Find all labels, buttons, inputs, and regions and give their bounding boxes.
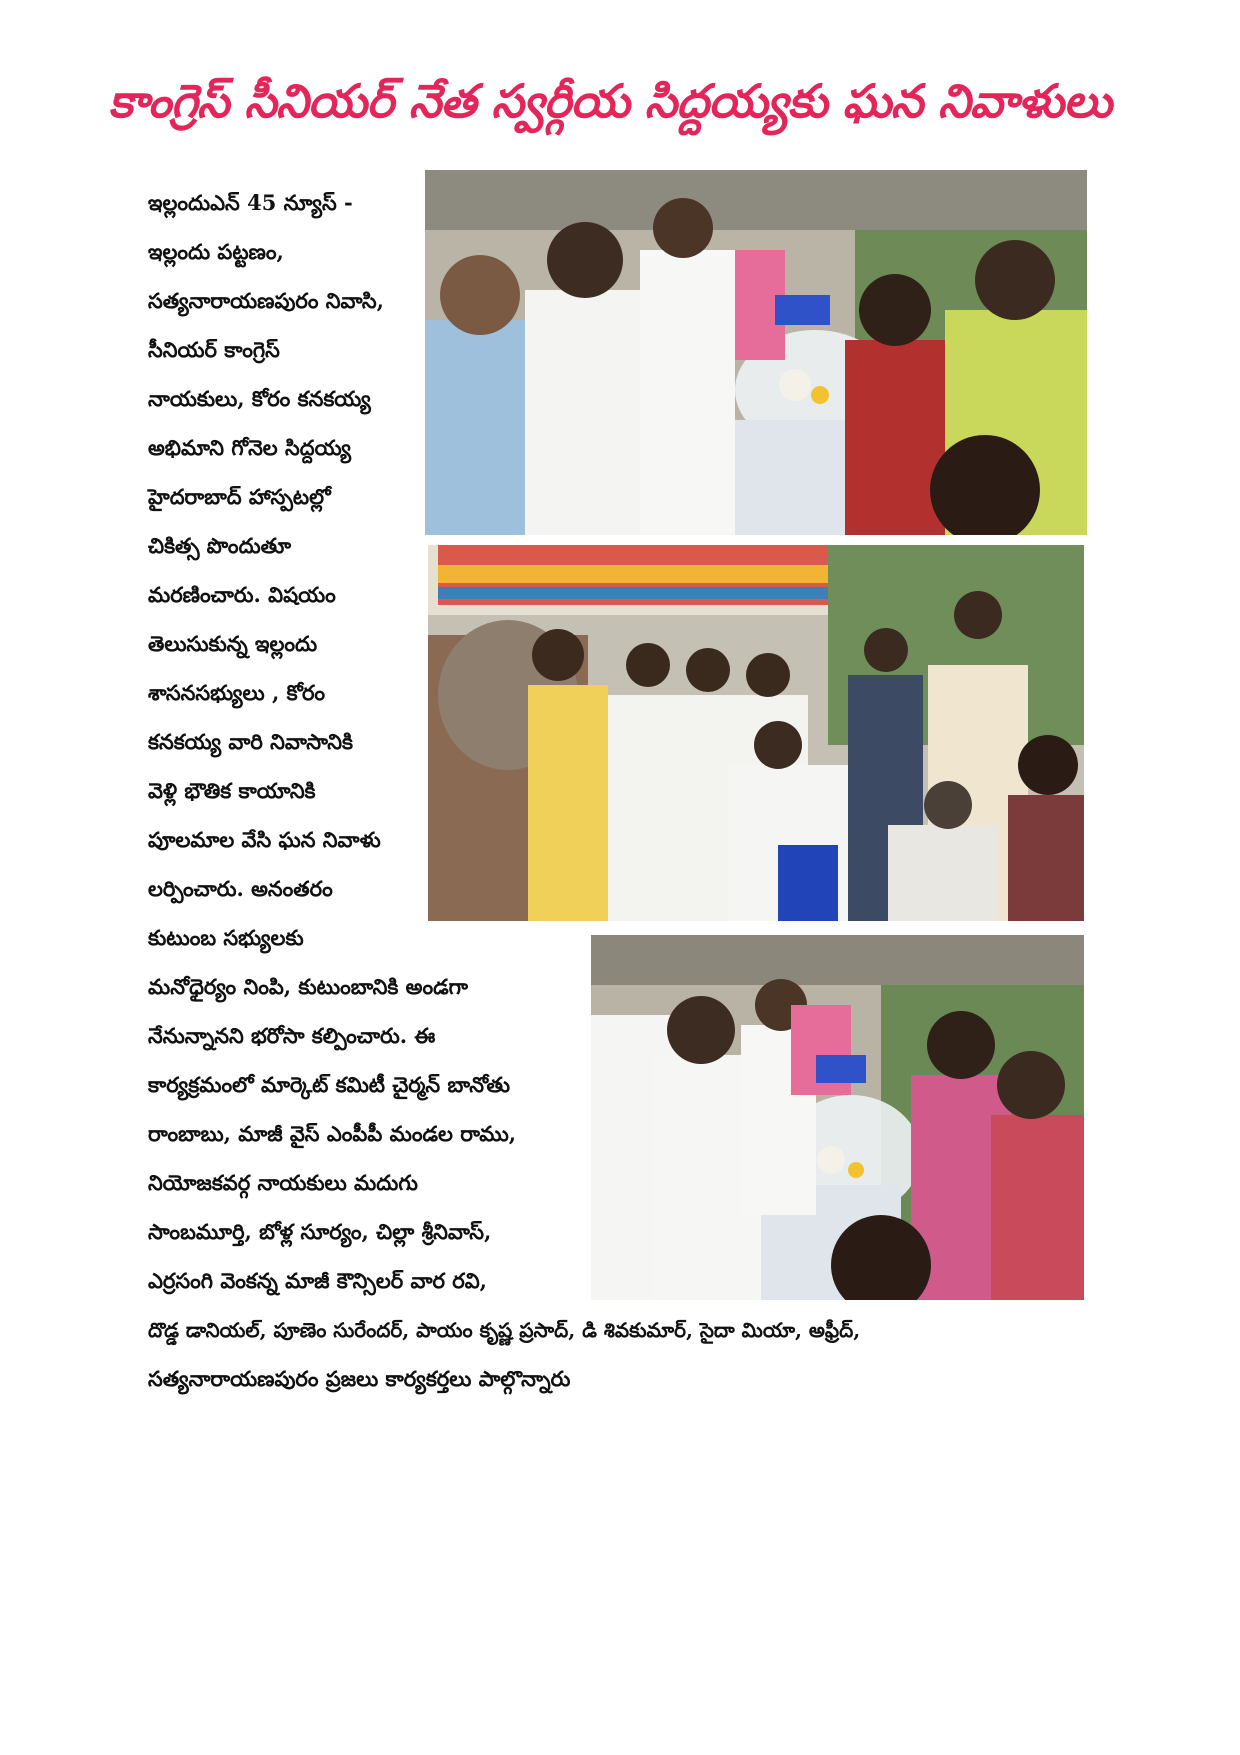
body-line: మరణించారు. విషయం — [148, 582, 336, 607]
body-line: చికిత్స పొందుతూ — [148, 533, 292, 558]
body-line: ఇల్లందు పట్టణం, — [148, 239, 284, 264]
headline: కాంగ్రెస్ సీనియర్ నేత స్వర్గీయ సిద్దయ్యకు ఘన నివాళులు — [108, 74, 1112, 128]
body-line: సత్యనారాయణపురం ప్రజలు కార్యకర్తలు పాల్గొన్నారు — [148, 1366, 571, 1391]
news-photo-1 — [425, 170, 1087, 535]
body-line: శాసనసభ్యులు , కోరం — [148, 680, 326, 705]
body-line: తెలుసుకున్న ఇల్లందు — [148, 631, 318, 656]
body-line: నాయకులు, కోరం కనకయ్య — [148, 386, 371, 411]
body-line: కార్యక్రమంలో మార్కెట్ కమిటీ చైర్మన్ బానోతు — [148, 1072, 511, 1097]
body-line: హైదరాబాద్ హాస్పటల్లో — [148, 484, 331, 509]
body-line: నియోజకవర్గ నాయకులు మదుగు — [148, 1170, 418, 1195]
news-photo-2 — [428, 545, 1084, 921]
body-line: పూలమాల వేసి ఘన నివాళు — [148, 827, 381, 852]
body-line: సత్యనారాయణపురం నివాసి, — [148, 288, 384, 313]
body-line: మనోధైర్యం నింపి, కుటుంబానికి అండగా — [148, 974, 468, 999]
body-line: సాంబమూర్తి, బోళ్ల సూర్యం, చిల్లా శ్రీనివాస్, — [148, 1219, 492, 1244]
news-photo-3 — [591, 935, 1084, 1300]
body-line: లర్పించారు. అనంతరం — [148, 876, 333, 901]
body-line: వెళ్లి భౌతిక కాయానికి — [148, 778, 316, 803]
body-line: నేనున్నానని భరోసా కల్పించారు. ఈ — [148, 1023, 436, 1048]
body-line: దొడ్డ డానియల్, పూణెం సురేందర్, పాయం కృష్ణ ప్రసాద్, డి శివకుమార్, సైదా మియా, అఫ్రీద్, — [148, 1318, 861, 1342]
body-line: ఇల్లందుఎన్ 45 న్యూస్ - — [148, 190, 353, 215]
body-line: కనకయ్య వారి నివాసానికి — [148, 729, 353, 754]
body-line: రాంబాబు, మాజీ వైస్ ఎంపీపీ మండల రాము, — [148, 1121, 517, 1146]
body-line: సీనియర్ కాంగ్రెస్ — [148, 337, 280, 362]
body-line: అభిమాని గోనెల సిద్దయ్య — [148, 435, 351, 460]
body-line: కుటుంబ సభ్యులకు — [148, 925, 304, 950]
body-line: ఎర్రసంగి వెంకన్న మాజీ కౌన్సిలర్ వార రవి, — [148, 1268, 487, 1293]
